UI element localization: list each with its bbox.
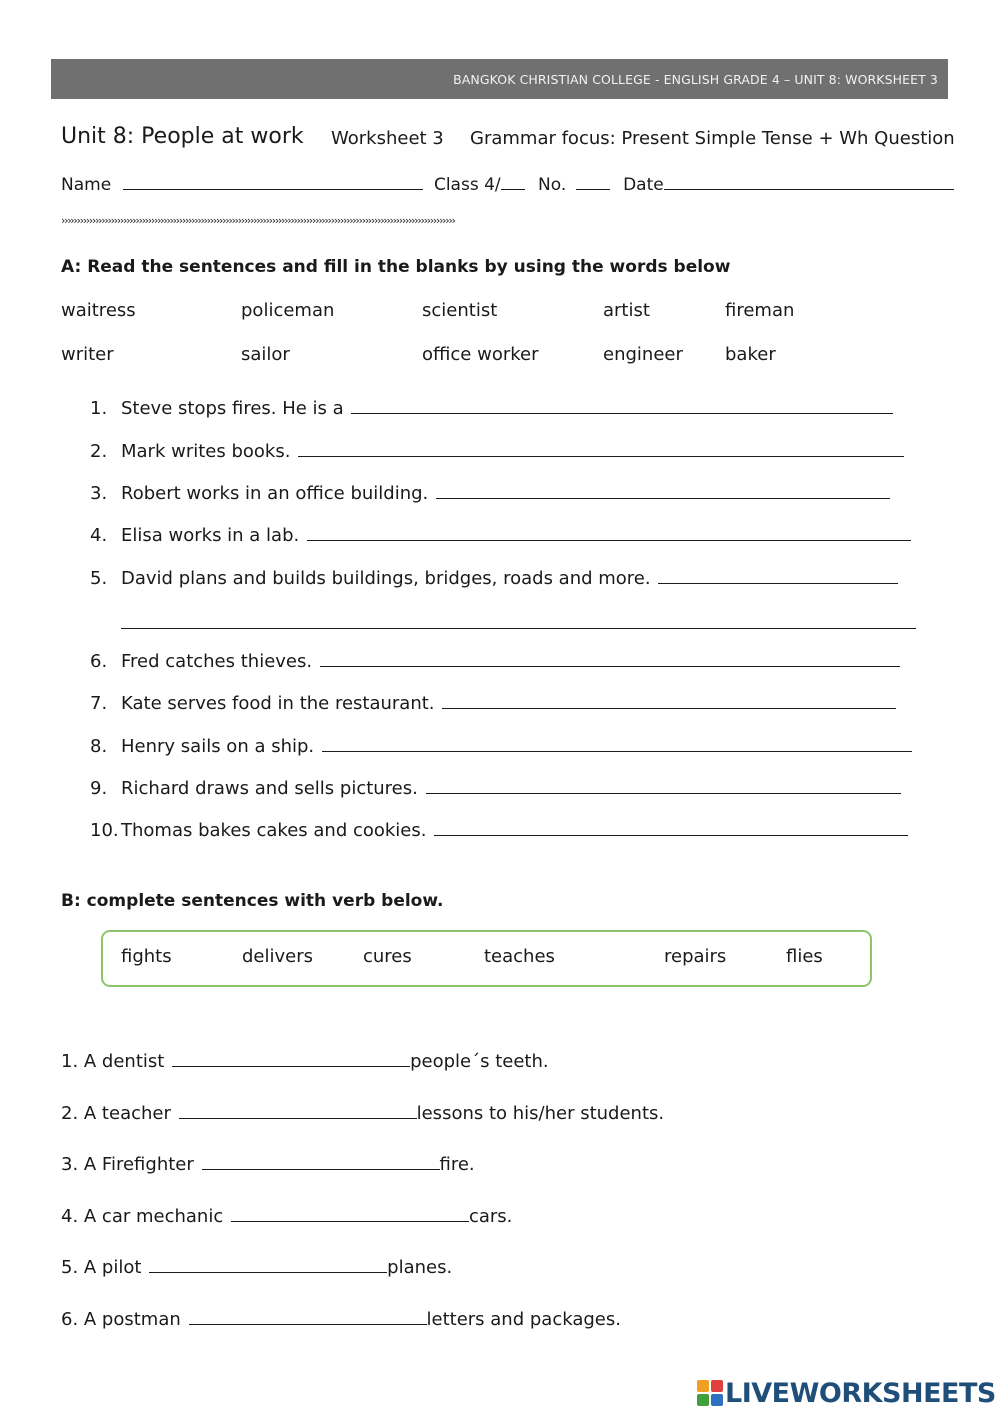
question-text: Mark writes books. [121, 441, 291, 462]
question-b-1 [61, 1050, 549, 1072]
answer-blank[interactable] [172, 1050, 410, 1067]
answer-blank[interactable] [320, 650, 900, 667]
question-number: 9. [90, 778, 108, 799]
class-label: Class 4/ [433, 175, 501, 195]
question-number: 3. [90, 483, 108, 504]
question-a-10 [90, 819, 908, 841]
question-lead: 3. A Firefighter [61, 1154, 194, 1175]
no-label: No. [538, 175, 567, 195]
word-bank-item: scientist [422, 300, 498, 321]
question-lead: 5. A pilot [61, 1257, 142, 1278]
answer-blank-continued[interactable] [121, 612, 916, 629]
question-text: Richard draws and sells pictures. [121, 778, 418, 799]
word-bank-item: fireman [725, 300, 795, 321]
question-text: David plans and builds buildings, bridges, roads and more. [121, 568, 651, 589]
verb-bank-item: flies [786, 946, 823, 967]
word-bank-item: policeman [241, 300, 335, 321]
question-tail: fire. [439, 1154, 475, 1175]
question-lead: 2. A teacher [61, 1103, 171, 1124]
question-tail: cars. [468, 1206, 513, 1227]
question-number: 5. [90, 568, 108, 589]
question-number: 7. [90, 693, 108, 714]
question-text: Elisa works in a lab. [121, 525, 300, 546]
question-lead: 6. A postman [61, 1309, 181, 1330]
answer-blank[interactable] [202, 1153, 440, 1170]
date-field[interactable] [664, 173, 954, 190]
answer-blank[interactable] [436, 482, 890, 499]
answer-blank[interactable] [442, 692, 896, 709]
question-a-1 [90, 397, 893, 419]
question-number: 6. [90, 651, 108, 672]
question-tail: planes. [387, 1257, 453, 1278]
question-text: Henry sails on a ship. [121, 736, 315, 757]
question-text: Kate serves food in the restaurant. [121, 693, 435, 714]
question-text: Fred catches thieves. [121, 651, 313, 672]
answer-blank[interactable] [351, 397, 893, 414]
answer-blank[interactable] [179, 1102, 417, 1119]
answer-blank[interactable] [189, 1308, 427, 1325]
grammar-focus: Grammar focus: Present Simple Tense + Wh Question [470, 128, 955, 149]
question-a-8 [90, 735, 912, 757]
name-label: Name [61, 175, 112, 195]
answer-blank[interactable] [658, 567, 898, 584]
no-field[interactable] [576, 173, 610, 190]
question-lead: 4. A car mechanic [61, 1206, 224, 1227]
question-tail: people´s teeth. [410, 1051, 549, 1072]
word-bank-item: office worker [422, 344, 539, 365]
word-bank-item: artist [603, 300, 650, 321]
question-a-4 [90, 524, 911, 546]
question-number: 10. [90, 820, 119, 841]
question-tail: lessons to his/her students. [416, 1103, 665, 1124]
question-tail: letters and packages. [426, 1309, 621, 1330]
question-a-7 [90, 692, 896, 714]
verb-bank-item: repairs [664, 946, 727, 967]
header-banner-text: BANGKOK CHRISTIAN COLLEGE - ENGLISH GRADE 4 – UNIT 8: WORKSHEET 3 [453, 71, 938, 87]
word-bank-item: baker [725, 344, 776, 365]
header-banner [51, 59, 948, 99]
question-number: 1. [90, 398, 108, 419]
question-number: 8. [90, 736, 108, 757]
question-a-3 [90, 482, 890, 504]
class-field[interactable] [501, 173, 525, 190]
liveworksheets-logo-text: LIVEWORKSHEETS [725, 1377, 996, 1409]
question-b-5 [61, 1256, 452, 1278]
verb-bank-item: delivers [242, 946, 314, 967]
liveworksheets-logo-icon [697, 1380, 725, 1406]
question-a-2 [90, 440, 904, 462]
student-info-row [61, 173, 954, 195]
worksheet-label: Worksheet 3 [331, 128, 444, 149]
section-a-instruction: A: Read the sentences and fill in the blanks by using the words below [61, 257, 731, 277]
verb-bank-item: teaches [484, 946, 555, 967]
answer-blank[interactable] [426, 777, 901, 794]
question-a-9 [90, 777, 901, 799]
question-b-3 [61, 1153, 475, 1175]
divider-line: ››››››››››››››››››››››››››››››››››››››››››››››››››››››››››››››››››››››››››››››››››››››››››››››››››››››››››››››››››››››››››››››› [61, 214, 455, 227]
question-lead: 1. A dentist [61, 1051, 165, 1072]
question-b-4 [61, 1205, 512, 1227]
question-number: 4. [90, 525, 108, 546]
answer-blank[interactable] [307, 524, 911, 541]
question-text: Thomas bakes cakes and cookies. [121, 820, 427, 841]
question-text: Robert works in an office building. [121, 483, 429, 504]
word-bank-item: engineer [603, 344, 683, 365]
answer-blank[interactable] [434, 819, 908, 836]
question-b-6 [61, 1308, 621, 1330]
question-b-2 [61, 1102, 664, 1124]
answer-blank[interactable] [298, 440, 904, 457]
verb-bank-item: cures [363, 946, 412, 967]
answer-blank[interactable] [149, 1256, 387, 1273]
question-text: Steve stops fires. He is a [121, 398, 344, 419]
question-a-5 [90, 567, 898, 589]
answer-blank[interactable] [231, 1205, 469, 1222]
question-a-6 [90, 650, 900, 672]
date-label: Date [623, 175, 664, 195]
word-bank-item: writer [61, 344, 114, 365]
word-bank-item: waitress [61, 300, 136, 321]
verb-bank-item: fights [121, 946, 172, 967]
name-field[interactable] [123, 173, 423, 190]
answer-blank[interactable] [322, 735, 912, 752]
unit-title: Unit 8: People at work [61, 124, 304, 149]
liveworksheets-logo [697, 1378, 996, 1408]
word-bank-item: sailor [241, 344, 290, 365]
section-b-instruction: B: complete sentences with verb below. [61, 891, 444, 911]
question-number: 2. [90, 441, 108, 462]
